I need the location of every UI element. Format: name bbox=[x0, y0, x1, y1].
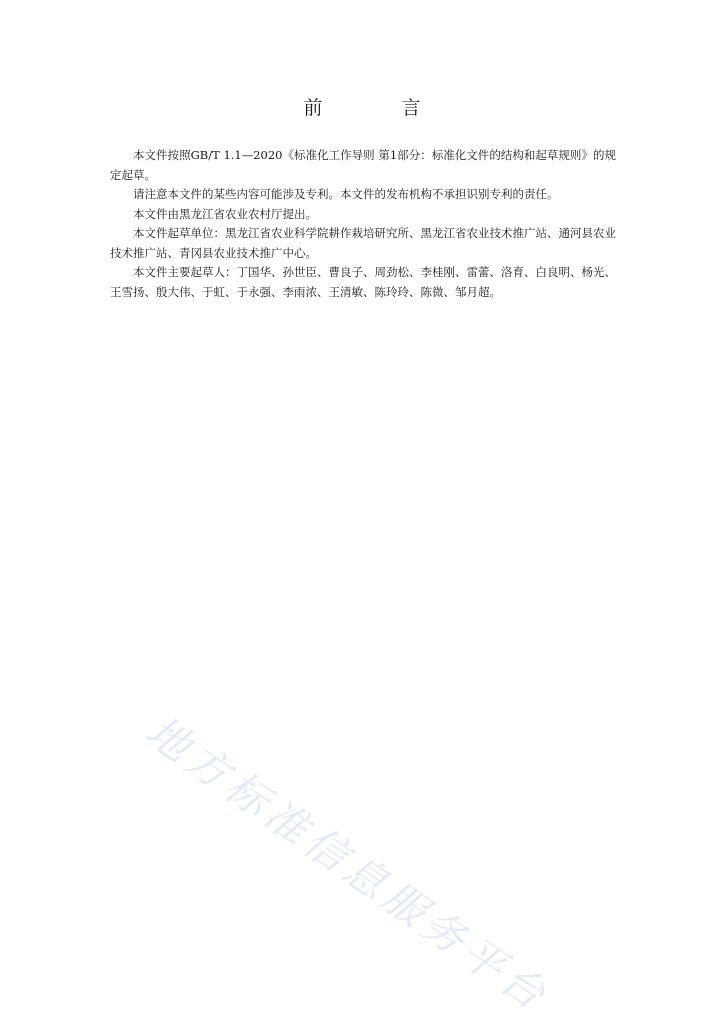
paragraph-proposer: 本文件由黑龙江省农业农村厅提出。 bbox=[133, 206, 317, 221]
paragraph-patent-notice: 请注意本文件的某些内容可能涉及专利。本文件的发布机构不承担识别专利的责任。 bbox=[133, 187, 559, 201]
paragraph-drafting-units: 本文件起草单位：黑龙江省农业科学院耕作栽培研究所、黑龙江省农业技术推广站、通河县农业技术推广站、青冈县农业技术推广中心。 bbox=[110, 226, 616, 260]
page-title: 前 言 bbox=[303, 97, 451, 119]
watermark: 地方标准信息服务平台 bbox=[137, 706, 559, 1023]
paragraph-drafting-rules: 本文件按照GB/T 1.1—2020《标准化工作导则 第1部分：标准化文件的结构和起草规则》的规定起草。 bbox=[110, 148, 616, 182]
paragraph-main-drafters: 本文件主要起草人：丁国华、孙世臣、曹良子、周劲松、李桂刚、雷蕾、洛育、白良明、杨光、王雪扬、殷大伟、于虹、于永强、李雨浓、王清敏、陈玲玲、陈微、邹月超。 bbox=[110, 265, 616, 299]
foreword-body bbox=[110, 146, 616, 302]
